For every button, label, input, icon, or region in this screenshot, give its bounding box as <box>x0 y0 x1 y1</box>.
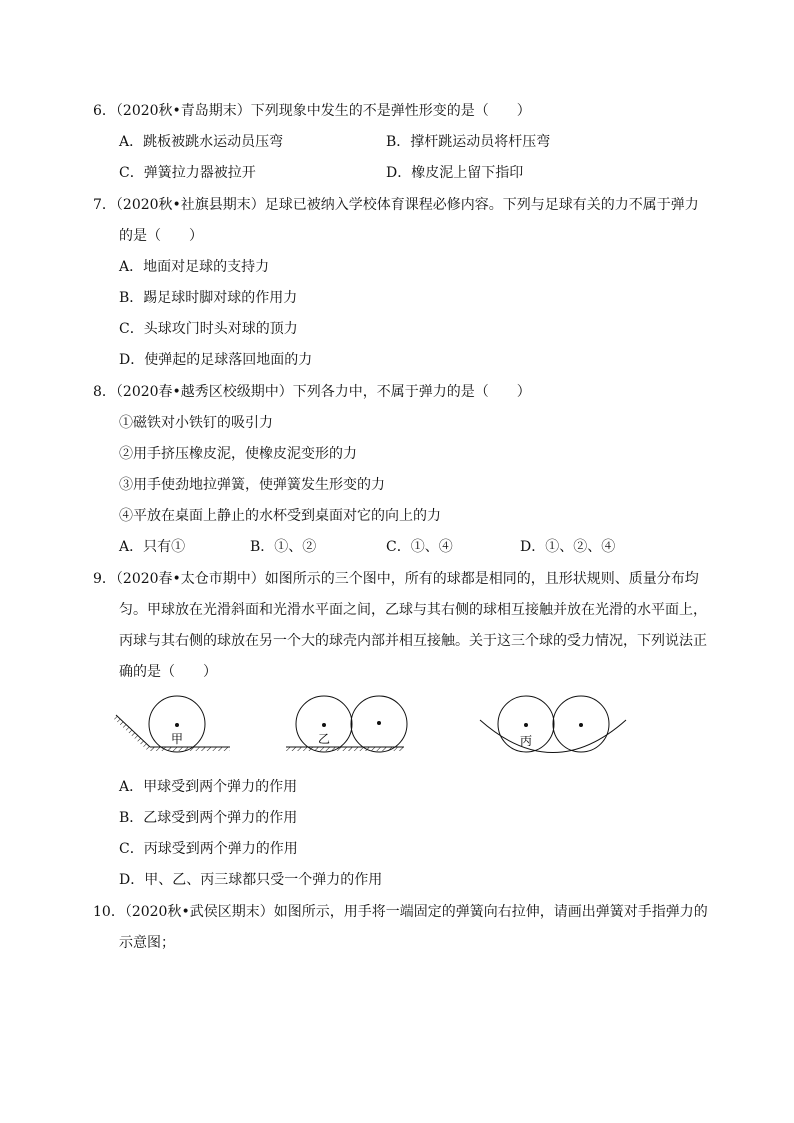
question-9-stem-line-1: 9．（2020春•太仓市期中）如图所示的三个图中，所有的球都是相同的，且形状规则、质量分布均 <box>93 571 699 587</box>
figure-bing <box>480 696 626 753</box>
question-7-option-c: C．头球攻门时头对球的顶力 <box>119 321 298 337</box>
question-9-stem-line-2: 匀。甲球放在光滑斜面和光滑水平面之间，乙球与其右侧的球相互接触并放在光滑的水平面上， <box>119 602 707 618</box>
question-9-option-d: D．甲、乙、丙三球都只受一个弹力的作用 <box>119 872 383 888</box>
ball-jia-center <box>175 723 179 727</box>
ball-bing-center <box>524 723 528 727</box>
incline-line <box>116 715 150 747</box>
question-8-option-a: A．只有① <box>119 539 186 555</box>
label-jia: 甲 <box>171 732 184 746</box>
question-7-option-d: D．使弹起的足球落回地面的力 <box>119 352 313 368</box>
question-8-item-1: ①磁铁对小铁钉的吸引力 <box>119 415 273 431</box>
question-9-option-c: C．丙球受到两个弹力的作用 <box>119 841 298 857</box>
question-8-option-c: C．①、④ <box>386 539 453 555</box>
ball-yi-right-center <box>377 721 381 725</box>
question-9-figure <box>110 695 630 770</box>
question-6-option-a: A．跳板被跳水运动员压弯 <box>119 134 284 150</box>
question-9-option-a: A．甲球受到两个弹力的作用 <box>119 779 298 795</box>
label-bing: 丙 <box>520 734 533 748</box>
figure-yi <box>286 696 407 752</box>
question-6-option-c: C．弹簧拉力器被拉开 <box>119 165 256 181</box>
question-6-option-b: B．撑杆跳运动员将杆压弯 <box>386 134 551 150</box>
question-10-stem-line-1: 10．（2020秋•武侯区期末）如图所示，用手将一端固定的弹簧向右拉伸，请画出弹簧对手指弹力的 <box>93 904 708 920</box>
question-9-stem-line-4: 确的是（ ） <box>119 664 217 680</box>
hatched-ground-yi <box>286 747 404 751</box>
question-8-item-3: ③用手使劲地拉弹簧，使弹簧发生形变的力 <box>119 477 385 493</box>
question-8-item-4: ④平放在桌面上静止的水杯受到桌面对它的向上的力 <box>119 508 441 524</box>
figure-jia <box>114 696 230 752</box>
question-9-stem-line-3: 丙球与其右侧的球放在另一个大的球壳内部并相互接触。关于这三个球的受力情况，下列说法正 <box>119 633 707 649</box>
question-6-stem: 6．（2020秋•青岛期末）下列现象中发生的不是弹性形变的是（ ） <box>93 103 531 119</box>
question-8-item-2: ②用手挤压橡皮泥，使橡皮泥变形的力 <box>119 446 357 462</box>
ball-bing-right-center <box>579 723 583 727</box>
question-8-option-d: D．①、②、④ <box>520 539 616 555</box>
question-10-stem-line-2: 示意图； <box>119 935 175 951</box>
question-8-option-b: B．①、② <box>250 539 317 555</box>
question-6-option-d: D．橡皮泥上留下指印 <box>386 165 524 181</box>
question-7-stem-line-2: 的是（ ） <box>119 228 203 244</box>
question-7-option-a: A．地面对足球的支持力 <box>119 259 270 275</box>
question-7-option-b: B．踢足球时脚对球的作用力 <box>119 290 298 306</box>
question-9-option-b: B．乙球受到两个弹力的作用 <box>119 810 298 826</box>
label-yi: 乙 <box>318 732 331 746</box>
ball-yi-center <box>322 723 326 727</box>
question-8-stem: 8．（2020春•越秀区校级期中）下列各力中，不属于弹力的是（ ） <box>93 384 531 400</box>
question-7-stem-line-1: 7．（2020秋•社旗县期末）足球已被纳入学校体育课程必修内容。下列与足球有关的力不属于弹力 <box>93 197 699 213</box>
